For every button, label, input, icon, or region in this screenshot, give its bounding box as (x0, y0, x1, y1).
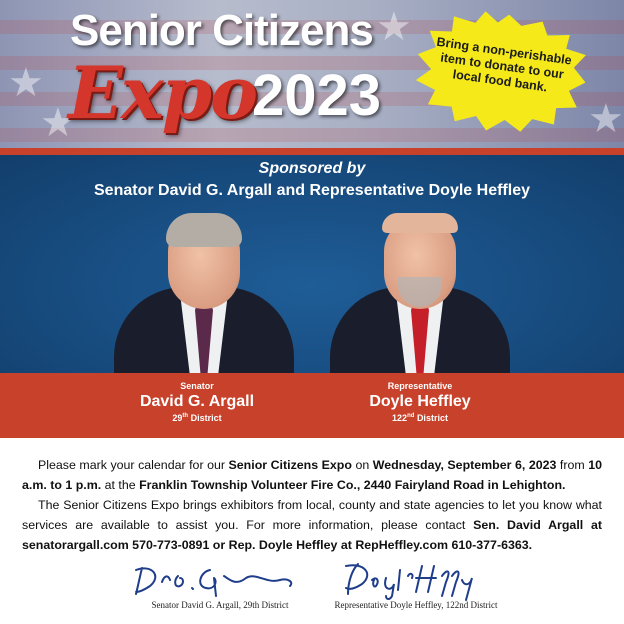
event-paragraph: Please mark your calendar for our Senior Citizens Expo on Wednesday, September 6, 2023 from 10 a.m. to 1 p.m. at the Franklin Township Volunteer Fire Co., 2440 Fairyland Road in Lehighton. (22, 458, 603, 492)
representative-name-block (320, 381, 520, 424)
representative-role: Representative (387, 381, 453, 391)
event-details (22, 455, 602, 555)
senator-name: David G. Argall (139, 393, 255, 410)
sponsor-names: Senator David G. Argall and Representative Doyle Heffley (94, 182, 530, 199)
senator-role: Senator (180, 381, 214, 391)
representative-district: 122nd District (392, 413, 448, 423)
header-banner (0, 0, 624, 148)
star-icon: ★ (8, 60, 44, 106)
senator-signature-caption: Senator David G. Argall, 29th District (151, 600, 289, 610)
event-time: 10 a.m. to 1 p.m. (22, 458, 603, 492)
title-senior-citizens: Senior Citizens (70, 6, 373, 55)
portrait-hair (166, 213, 242, 247)
senator-name-block (97, 381, 297, 424)
event-name: Senior Citizens Expo (228, 458, 352, 472)
representative-signature (296, 556, 536, 616)
representative-name: Doyle Heffley (369, 393, 471, 410)
divider-bar (0, 148, 624, 155)
event-venue: Franklin Township Volunteer Fire Co., 2440 Fairyland Road in Lehighton. (139, 478, 566, 492)
info-paragraph: The Senior Citizens Expo brings exhibitors from local, county and state agencies to let you know what services are available to assist you. For more information, please contact Sen. David Argall at senatorargall.com 570-773-0891 or Rep. Doyle Heffley at RepHeffley.com 610-377-6363. (22, 498, 602, 552)
star-icon: ★ (376, 4, 412, 50)
star-icon: ★ (40, 100, 76, 146)
title-year: 2023 (252, 63, 382, 128)
senator-portrait (114, 205, 294, 373)
representative-portrait (330, 205, 510, 373)
sponsored-by-label: Sponsored by (258, 160, 366, 177)
star-icon: ★ (588, 96, 624, 142)
portrait-bald-head (382, 213, 458, 233)
sponsor-panel (0, 155, 624, 373)
name-band (0, 373, 624, 438)
contact-info: Sen. David Argall at senatorargall.com 570-773-0891 or Rep. Doyle Heffley at RepHeffley.com 610-377-6363. (22, 518, 602, 552)
event-date: Wednesday, September 6, 2023 (372, 458, 557, 472)
donation-callout-text: Bring a non-perishable item to donate to our local food bank. (435, 34, 573, 95)
title-expo: Expo (68, 50, 257, 135)
representative-signature-icon (296, 556, 536, 602)
representative-signature-caption: Representative Doyle Heffley, 122nd District (334, 600, 498, 610)
senator-district: 29th District (172, 413, 222, 423)
